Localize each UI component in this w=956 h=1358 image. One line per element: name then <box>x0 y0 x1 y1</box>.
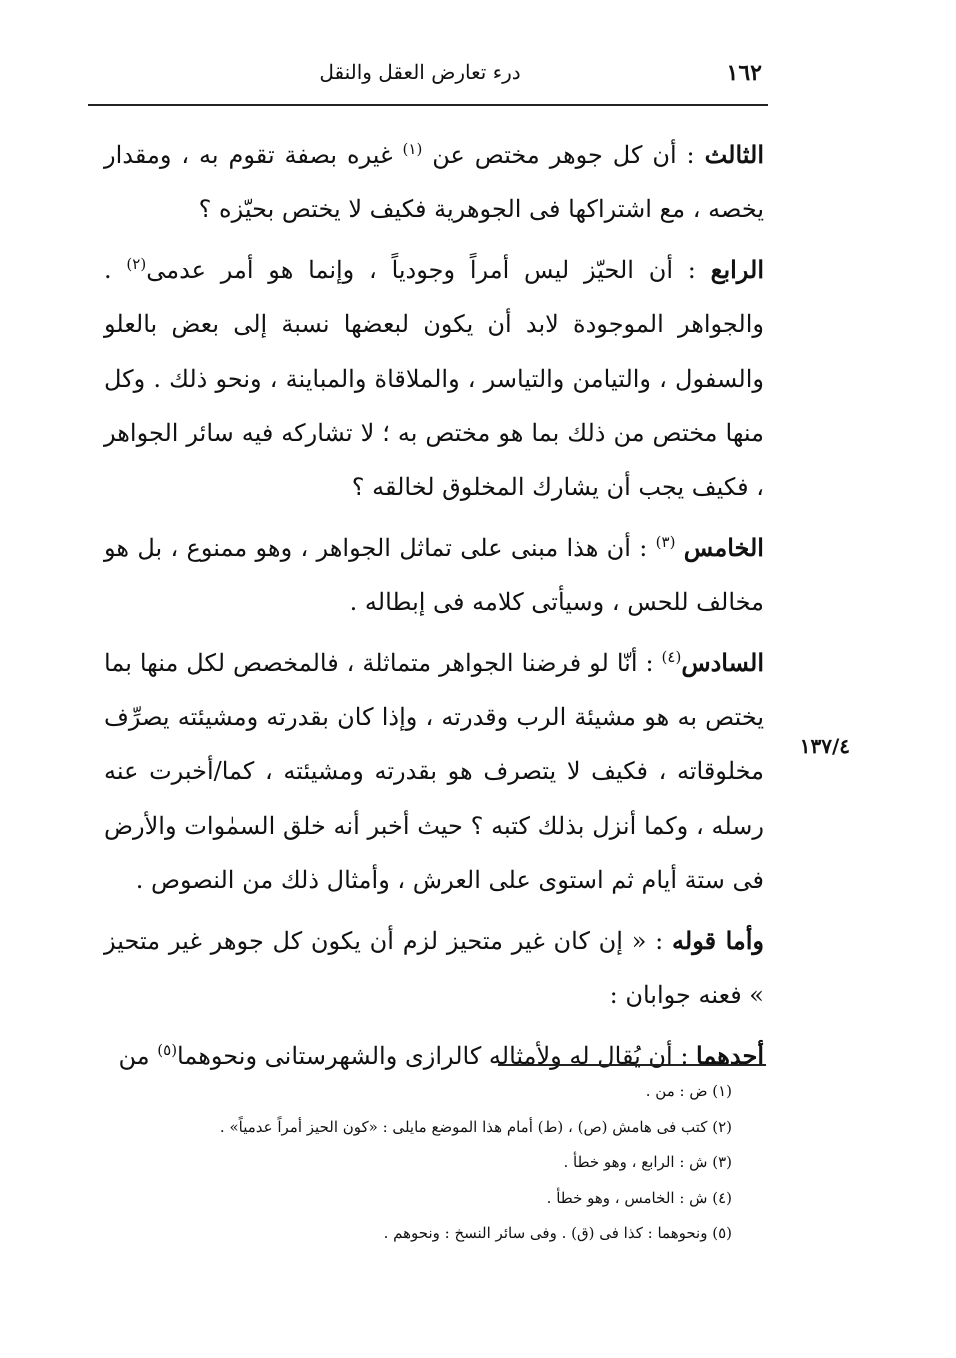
paragraph-as-for-his-saying <box>104 914 764 1023</box>
page-number: ١٦٢ <box>726 60 762 86</box>
footnote-rule <box>498 1064 766 1066</box>
paragraph-lead: السادس <box>681 647 764 677</box>
paragraph-text: . والجواهر الموجودة لابد أن يكون لبعضها نسبة إلى بعض بالعلو والسفول ، والتيامن والتياسر ، والملاقاة والمباينة ، ونحو ذلك . وكل منها مختص من ذلك بما هو مختص به ؛ لا تشاركه فيه سائر الجواهر ، فكيف يجب أن يشارك المخلوق لخالقه ؟ <box>104 255 764 502</box>
footnotes <box>104 1074 732 1252</box>
paragraph-lead: وأما قوله <box>672 925 765 955</box>
footnote-reference: (٢) <box>126 254 147 273</box>
paragraph-text: : « إن كان غير متحيز لزم أن يكون كل جوهر غير متحيز » فعنه جوابان : <box>104 926 764 1010</box>
margin-reference: ١٣٧/٤ <box>799 734 850 758</box>
paragraph-lead: الخامس <box>683 532 764 562</box>
paragraph-text: من <box>118 1041 158 1070</box>
footnote-reference: (٣) <box>655 532 676 551</box>
paragraph-text: غيره بصفة تقوم به ، ومقدار يخصه ، مع اشتراكها فى الجوهرية فكيف لا يختص بحيّزه ؟ <box>104 141 764 224</box>
book-title: درء تعارض العقل والنقل <box>319 60 521 84</box>
footnote-reference: (٥) <box>157 1040 178 1059</box>
paragraph-lead: الرابع <box>710 254 765 284</box>
footnote: (٢) كتب فى هامش (ص) ، (ط) أمام هذا الموضع مايلى : «كون الحيز أمراً عدمياً» . <box>219 1117 732 1136</box>
paragraph-fifth <box>104 521 764 630</box>
paragraph-sixth <box>104 636 764 908</box>
paragraph-text: : أن يُقال له ولأمثاله كالرازى والشهرستانى ونحوهما <box>177 1041 697 1070</box>
footnote: (٣) ش : الرابع ، وهو خطأ . <box>563 1153 732 1171</box>
footnote-reference: (٤) <box>661 647 682 666</box>
paragraph-lead: أحدهما <box>696 1040 764 1070</box>
paragraph-third <box>104 128 764 237</box>
paragraph-text: : أن هذا مبنى على تماثل الجواهر ، وهو ممنوع ، بل هو مخالف للحس ، وسيأتى كلامه فى إبطاله . <box>104 533 764 617</box>
paragraph-text: : أن كل جوهر مختص عن <box>422 141 705 169</box>
paragraph-text: : أن الحيّز ليس أمراً وجودياً ، وإنما هو أمر عدمى <box>146 255 711 284</box>
paragraph-text: : أنّا لو فرضنا الجواهر متماثلة ، فالمخصص لكل منها بما يختص به هو مشيئة الرب وقدرته ، وإذا كان بقدرته ومشيئته يصرِّف مخلوقاته ، فكيف لا يتصرف هو بقدرته ومشيئته ، كما/أخبرت عنه رسله ، وكما أنزل بذلك كتبه ؟ حيث أخبر أنه خلق السمٰوات والأرض فى ستة أيام ثم استوى على العرش ، وأمثال ذلك من النصوص . <box>104 648 764 895</box>
header-rule <box>88 104 768 106</box>
footnote: (٤) ش : الخامس ، وهو خطأ . <box>546 1188 732 1207</box>
running-header <box>90 52 766 92</box>
body-text <box>104 128 764 1089</box>
paragraph-lead: الثالث <box>704 140 764 169</box>
paragraph-fourth <box>104 243 764 515</box>
footnote-reference: (١) <box>402 140 423 158</box>
footnote: (١) ض : من . <box>645 1082 732 1100</box>
footnote: (٥) ونحوهما : كذا فى (ق) . وفى سائر النسخ : ونحوهم . <box>383 1224 732 1242</box>
paragraph-text <box>675 534 683 562</box>
